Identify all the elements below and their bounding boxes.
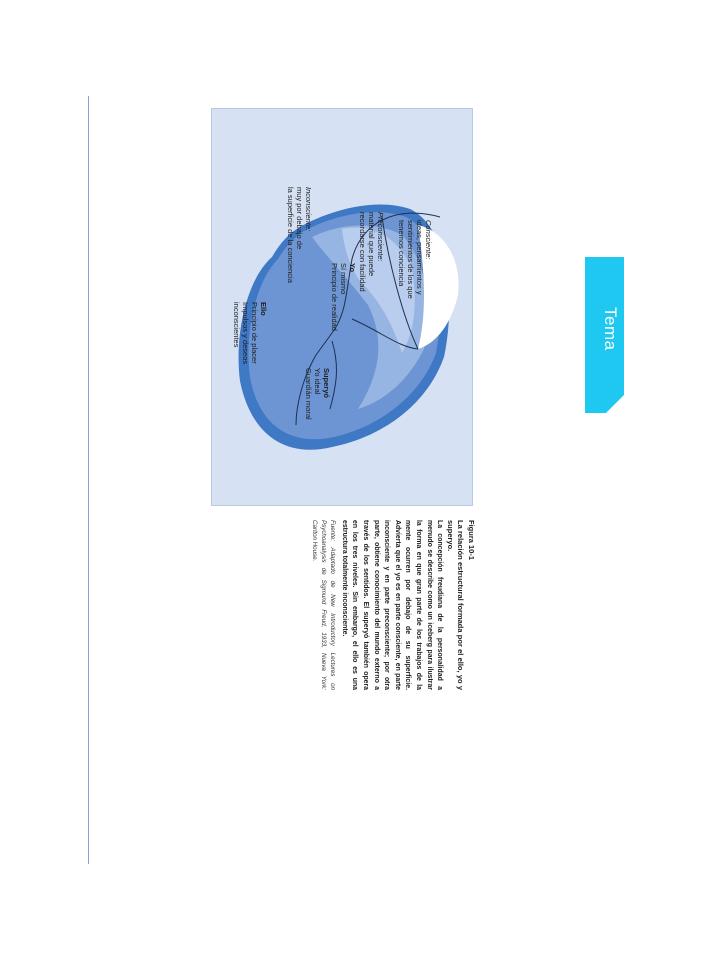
label-consciente: Consciente: ideas, pensamientos y sentimientos de los que tenemos conciencia xyxy=(397,220,433,299)
tema-tab-label: Tema xyxy=(601,307,620,351)
figure-source: Fuente: Adaptado de New Introductory Lectures on Psychoanalysis de Sigmund Freud, 1933, Nueva York: Carlton House. xyxy=(311,520,337,690)
figure-title: La relación estructural formada por el ello, yo y superyo. xyxy=(445,520,466,690)
margin-rule xyxy=(88,96,89,864)
figure-caption xyxy=(310,520,476,690)
figure-number: Figura 10-1 xyxy=(467,520,476,561)
label-preconsciente: Preconsciente: material que puede recordarse con facilidad xyxy=(358,212,385,292)
label-ello: Ello Principio de placer Impulsos y deseos inconscientes xyxy=(232,302,268,365)
label-superyo: Superyó Yo ideal Guardián moral xyxy=(304,368,331,420)
figure-caption-body: La concepción freudiana de la personalidad a menudo se describe como un iceberg para ilustrar la forma en que gran parte de los trabajos de la mente ocurren por debajo de su superficie. Advierta que el yo es en parte consciente, en parte inconsciente y en parte preconsciente; por otra parte, obtiene conocimiento del mundo externo a través de los sentidos. El superyó también opera en los tres niveles. Sin embargo, el ello es una estructura totalmente inconsciente. xyxy=(340,520,444,690)
label-yo: Yo Sí mismo Principio de realidad xyxy=(330,263,357,331)
label-inconsciente: Inconsciente: muy por debajo de la superficie de la conciencia xyxy=(286,187,313,283)
